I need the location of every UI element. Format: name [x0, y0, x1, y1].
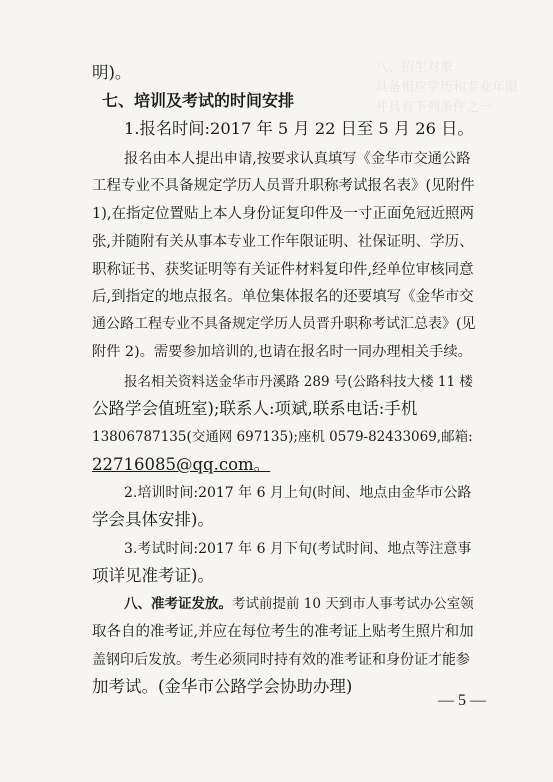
text-content: 学会具体安排)。 — [92, 510, 214, 529]
text-content: 工程专业不具备规定学历人员晋升职称考试报名表》(见附件 — [92, 178, 475, 194]
text-content: 项详见准考证)。 — [92, 566, 214, 585]
text-content: 13806787135(交通网 697135);座机 0579-82433069,邮箱: — [92, 429, 473, 445]
bleed-line: 八、招生对象 — [375, 60, 454, 75]
text-content: 公路学会值班室);联系人:项斌,联系电话:手机 — [92, 399, 418, 418]
bleed-line: 具备相应学历和专业年限 — [375, 80, 519, 95]
text-content: 附件 2)。需要参加培训的,也请在报名时一同办理相关手续。 — [92, 344, 472, 360]
text-content: 2.培训时间:2017 年 6 月上旬(时间、地点由金华市公路 — [124, 485, 472, 501]
text-line — [92, 566, 214, 586]
text-content: 3.考试时间:2017 年 6 月下旬(考试时间、地点等注意事 — [124, 541, 472, 557]
text-line — [92, 342, 472, 362]
text-line — [124, 372, 473, 392]
text-line — [124, 539, 471, 559]
text-content: 七、培训及考试的时间安排 — [102, 91, 295, 110]
text-content: 1),在指定位置贴上本人身份证复印件及一寸正面免冠近照两 — [92, 206, 474, 222]
email-address: 22716085@qq.com。 — [92, 455, 271, 474]
text-line — [92, 63, 131, 83]
text-line — [92, 677, 352, 697]
text-content: 后,到指定的地点报名。单位集体报名的还要填写《金华市交 — [92, 289, 474, 305]
text-line — [92, 232, 474, 252]
text-line — [124, 483, 471, 503]
text-content: 明)。 — [92, 63, 132, 82]
text-content: 职称证书、获奖证明等有关证件材料复印件,经单位审核同意 — [92, 262, 474, 278]
text-line — [124, 594, 474, 614]
text-line — [92, 622, 474, 642]
text-content: 盖钢印后发放。考生必须同时持有效的准考证和身份证才能参 — [92, 652, 470, 668]
text-content: 1.报名时间:2017 年 5 月 22 日至 5 月 26 日。 — [124, 119, 474, 138]
text-line — [92, 176, 475, 196]
text-line — [92, 399, 417, 419]
section-heading-inline: 八、准考证发放。 — [124, 596, 232, 612]
text-line — [92, 287, 474, 307]
section-heading — [102, 91, 294, 111]
text-line — [124, 149, 471, 169]
bleed-line: 并具有下列条件之一 — [375, 100, 493, 115]
text-line — [92, 427, 473, 447]
page-number: — 5 — — [438, 692, 486, 709]
text-content: 取各自的准考证,并应在每位考生的准考证上贴考生照片和加 — [92, 624, 474, 640]
text-content: 考试前提前 10 天到市人事考试办公室领 — [232, 596, 474, 612]
text-content: 张,并随附有关从事本专业工作年限证明、社保证明、学历、 — [92, 234, 474, 250]
text-content: 通公路工程专业不具备规定学历人员晋升职称考试汇总表》(见 — [92, 316, 476, 332]
text-line — [92, 204, 474, 224]
text-line — [92, 455, 270, 475]
text-line — [92, 650, 470, 670]
text-content: 报名相关资料送金华市丹溪路 289 号(公路科技大楼 11 楼 — [124, 374, 473, 390]
text-line — [92, 314, 475, 334]
text-content: 报名由本人提出申请,按要求认真填写《金华市交通公路 — [124, 151, 471, 167]
text-line — [92, 510, 214, 530]
text-line — [124, 119, 474, 139]
text-line — [92, 260, 474, 280]
text-content: 加考试。(金华市公路学会协助办理) — [92, 677, 353, 696]
